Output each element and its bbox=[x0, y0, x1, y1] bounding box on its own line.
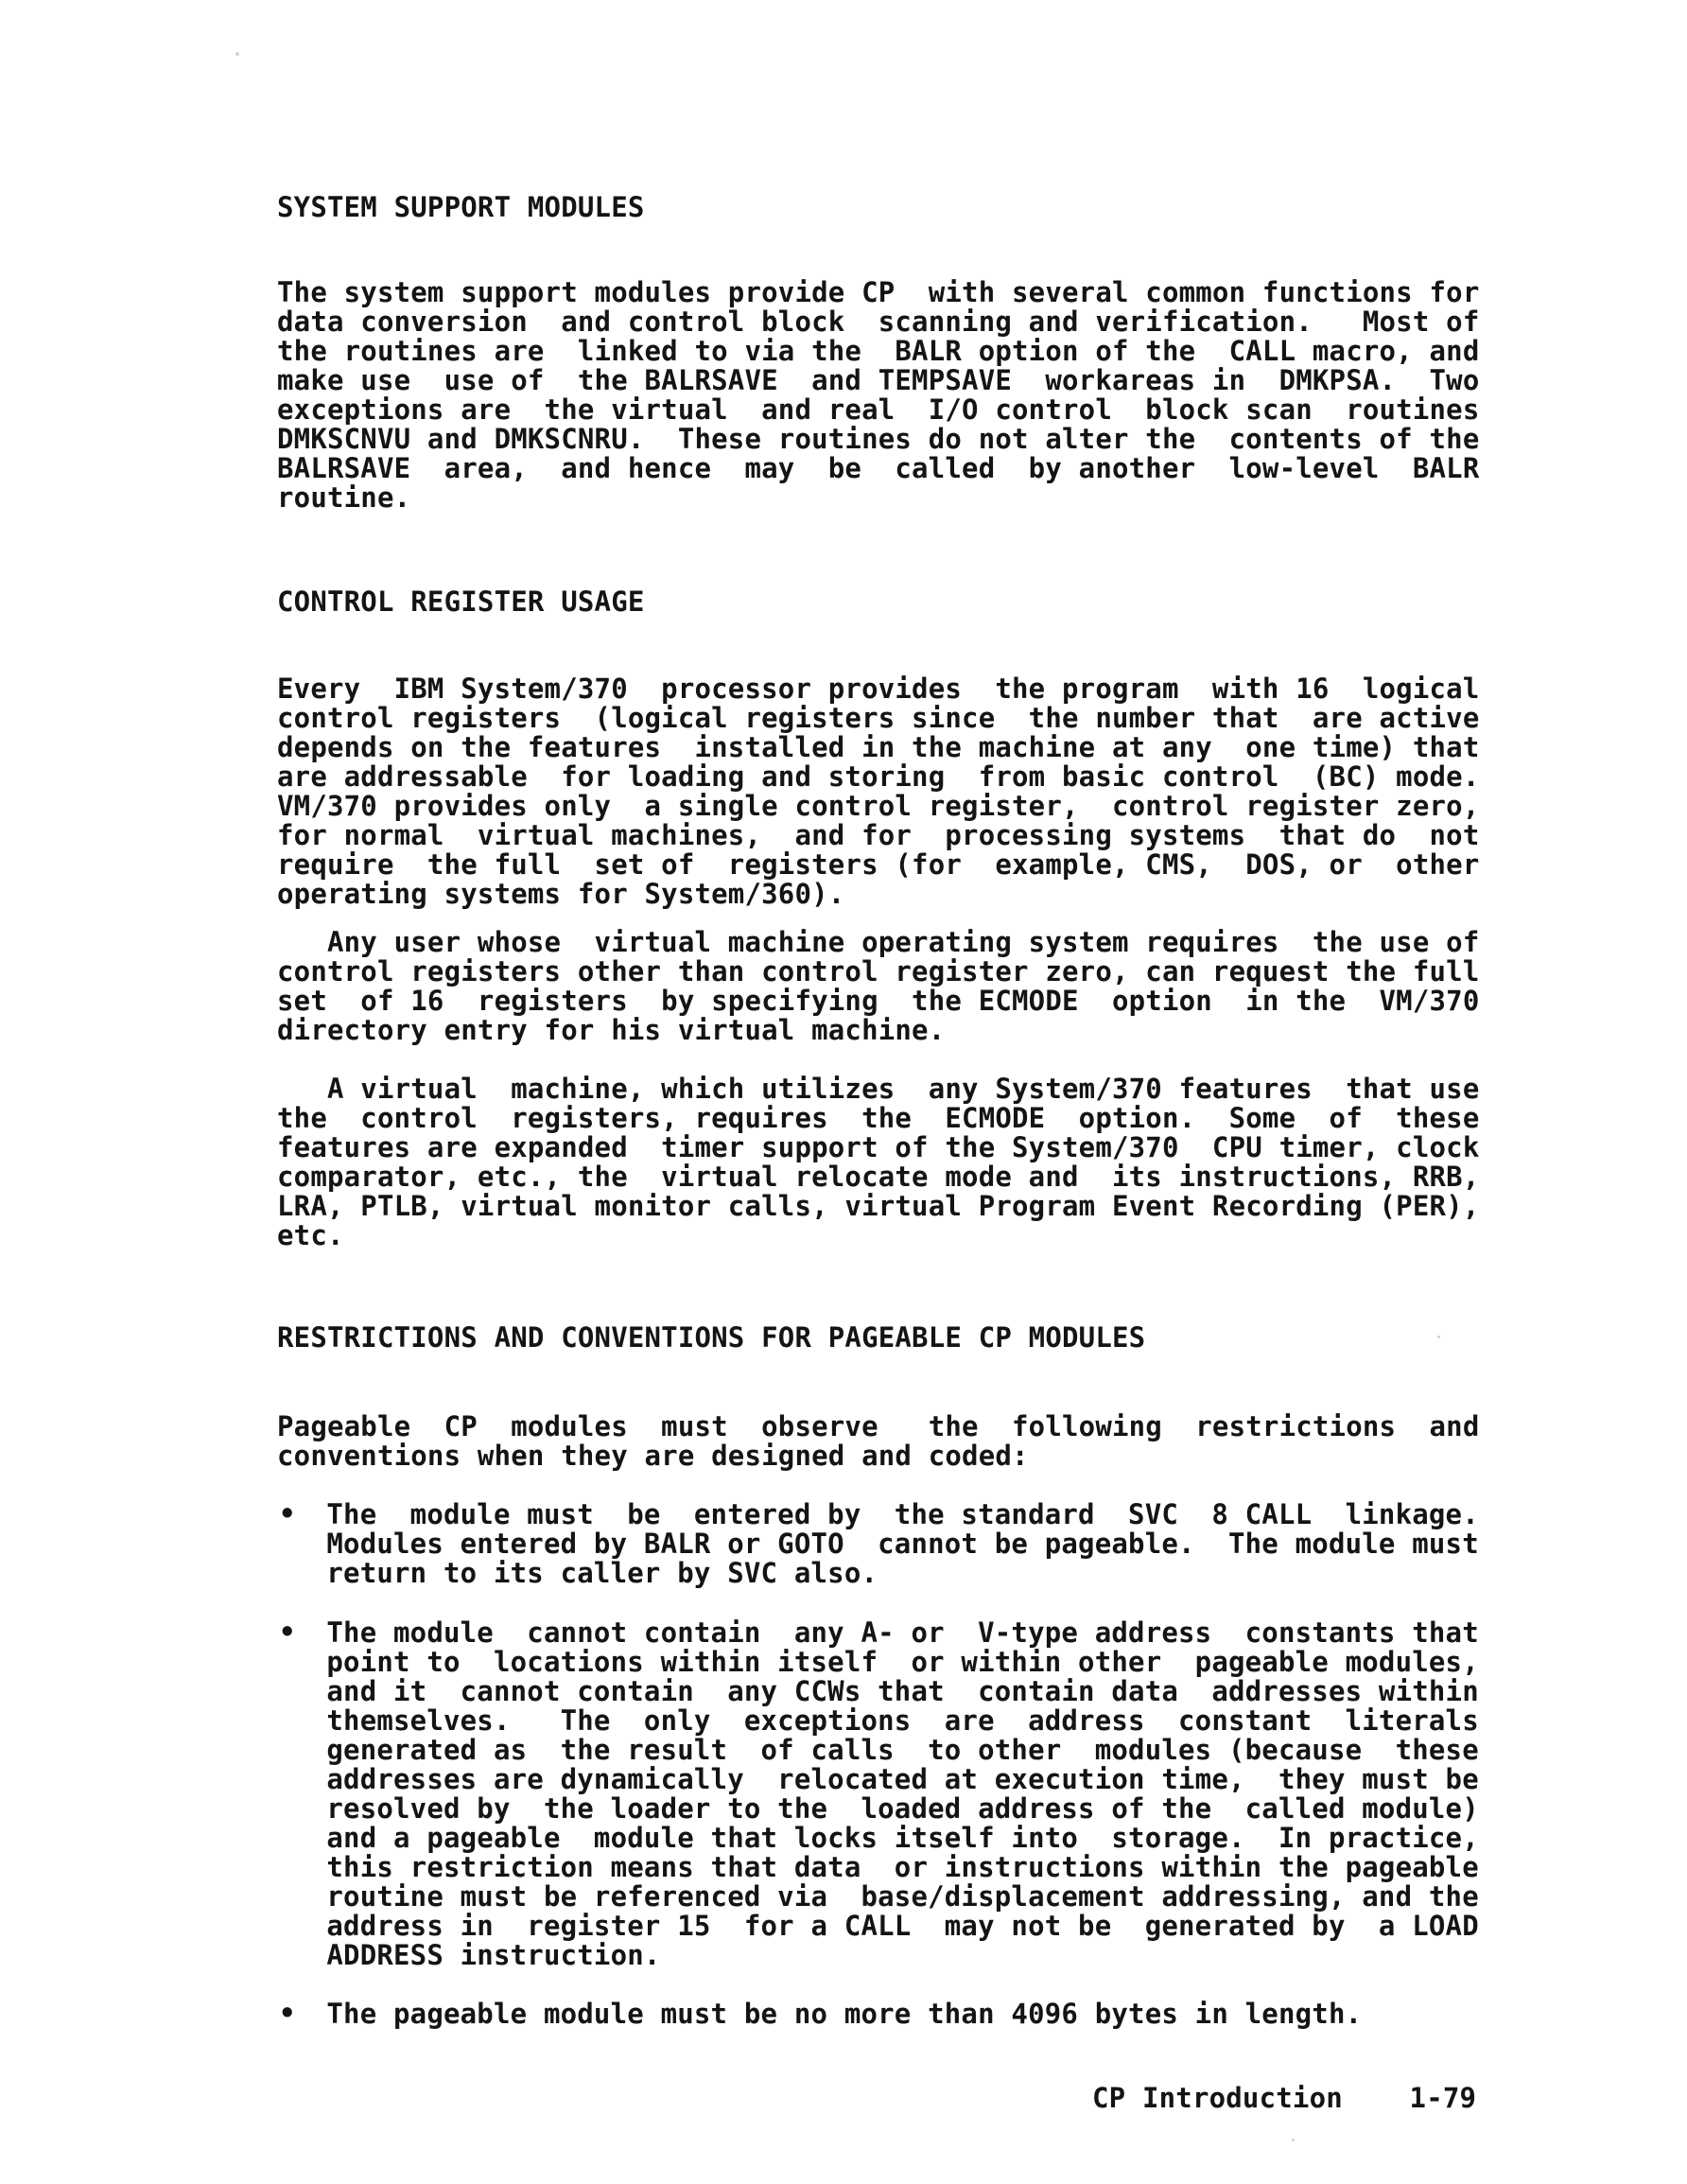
text-line: comparator, etc., the virtual relocate mode and its instructions, RRB, bbox=[277, 1161, 1480, 1193]
text-line: are addressable for loading and storing from basic control (BC) mode. bbox=[277, 760, 1480, 793]
text-line: require the full set of registers (for example, CMS, DOS, or other bbox=[277, 848, 1480, 881]
paragraph bbox=[277, 278, 1479, 513]
text-line: generated as the result of calls to other modules (because these bbox=[326, 1734, 1479, 1766]
text-line: and it cannot contain any CCWs that contain data addresses within bbox=[326, 1675, 1479, 1707]
text-line: set of 16 registers by specifying the ECMODE option in the VM/370 bbox=[277, 985, 1480, 1017]
text-line: Modules entered by BALR or GOTO cannot be pageable. The module must bbox=[326, 1528, 1479, 1560]
bullet-item bbox=[277, 1997, 1363, 2030]
text-line: LRA, PTLB, virtual monitor calls, virtual Program Event Recording (PER), bbox=[277, 1190, 1480, 1222]
text-line: conventions when they are designed and coded: bbox=[277, 1440, 1029, 1472]
text-line: A virtual machine, which utilizes any System/370 features that use bbox=[277, 1073, 1480, 1105]
paragraph bbox=[277, 674, 1479, 909]
scan-speck bbox=[1437, 1336, 1440, 1338]
section-heading: CONTROL REGISTER USAGE bbox=[277, 585, 645, 618]
bullet-icon: • bbox=[279, 1616, 296, 1648]
text-line: data conversion and control block scanning and verification. Most of bbox=[277, 306, 1480, 338]
text-line: addresses are dynamically relocated at execution time, they must be bbox=[326, 1763, 1479, 1795]
scan-speck bbox=[1292, 2139, 1295, 2141]
text-line: routine. bbox=[277, 481, 411, 514]
text-line: point to locations within itself or within other pageable modules, bbox=[326, 1646, 1479, 1678]
bullet-text bbox=[326, 2000, 1362, 2029]
text-line: DMKSCNVU and DMKSCNRU. These routines do not alter the contents of the bbox=[277, 423, 1480, 455]
paragraph bbox=[277, 1412, 1479, 1471]
text-line: routine must be referenced via base/displacement addressing, and the bbox=[326, 1880, 1479, 1913]
text-line: resolved by the loader to the loaded address of the called module) bbox=[326, 1792, 1479, 1825]
text-line: control registers other than control register zero, can request the full bbox=[277, 955, 1480, 987]
section-heading: RESTRICTIONS AND CONVENTIONS FOR PAGEABLE CP MODULES bbox=[277, 1321, 1146, 1354]
text-line: Any user whose virtual machine operating system requires the use of bbox=[277, 926, 1480, 958]
text-line: The pageable module must be no more than 4096 bytes in length. bbox=[326, 1998, 1363, 2030]
bullet-item bbox=[277, 1618, 1479, 1970]
text-line: for normal virtual machines, and for processing systems that do not bbox=[277, 819, 1480, 851]
text-line: The module must be entered by the standard SVC 8 CALL linkage. bbox=[326, 1498, 1479, 1530]
text-line: directory entry for his virtual machine. bbox=[277, 1014, 946, 1046]
paragraph bbox=[277, 928, 1479, 1045]
text-line: Pageable CP modules must observe the following restrictions and bbox=[277, 1410, 1480, 1442]
text-line: The module cannot contain any A- or V-type address constants that bbox=[326, 1616, 1479, 1649]
bullet-text bbox=[326, 1618, 1479, 1970]
page-footer: CP Introduction 1-79 bbox=[1092, 2082, 1477, 2114]
text-line: features are expanded timer support of the System/370 CPU timer, clock bbox=[277, 1131, 1480, 1163]
text-line: BALRSAVE area, and hence may be called by another low-level BALR bbox=[277, 452, 1480, 484]
bullet-item bbox=[277, 1497, 1479, 1589]
text-line: themselves. The only exceptions are address constant literals bbox=[326, 1704, 1479, 1737]
paragraph bbox=[277, 1075, 1479, 1250]
text-line: this restriction means that data or instructions within the pageable bbox=[326, 1851, 1479, 1883]
text-line: VM/370 provides only a single control register, control register zero, bbox=[277, 790, 1480, 822]
text-line: the control registers, requires the ECMODE option. Some of these bbox=[277, 1102, 1480, 1134]
text-line: Every IBM System/370 processor provides the program with 16 logical bbox=[277, 673, 1480, 705]
text-line: depends on the features installed in the machine at any one time) that bbox=[277, 731, 1480, 763]
text-line: control registers (logical registers since the number that are active bbox=[277, 702, 1480, 734]
text-line: the routines are linked to via the BALR option of the CALL macro, and bbox=[277, 335, 1480, 367]
text-line: and a pageable module that locks itself into storage. In practice, bbox=[326, 1822, 1479, 1854]
text-line: operating systems for System/360). bbox=[277, 878, 845, 910]
bullet-text bbox=[326, 1500, 1479, 1588]
bullet-icon: • bbox=[279, 1997, 296, 2029]
text-line: address in register 15 for a CALL may not be generated by a LOAD bbox=[326, 1910, 1479, 1942]
text-line: ADDRESS instruction. bbox=[326, 1939, 661, 1971]
text-line: return to its caller by SVC also. bbox=[326, 1557, 878, 1589]
text-line: etc. bbox=[277, 1219, 344, 1251]
bullet-icon: • bbox=[279, 1497, 296, 1529]
section-heading: SYSTEM SUPPORT MODULES bbox=[277, 191, 645, 223]
text-line: The system support modules provide CP with several common functions for bbox=[277, 276, 1480, 308]
text-line: make use use of the BALRSAVE and TEMPSAVE workareas in DMKPSA. Two bbox=[277, 364, 1480, 396]
text-line: exceptions are the virtual and real I/O control block scan routines bbox=[277, 393, 1480, 426]
scan-speck bbox=[235, 52, 239, 56]
